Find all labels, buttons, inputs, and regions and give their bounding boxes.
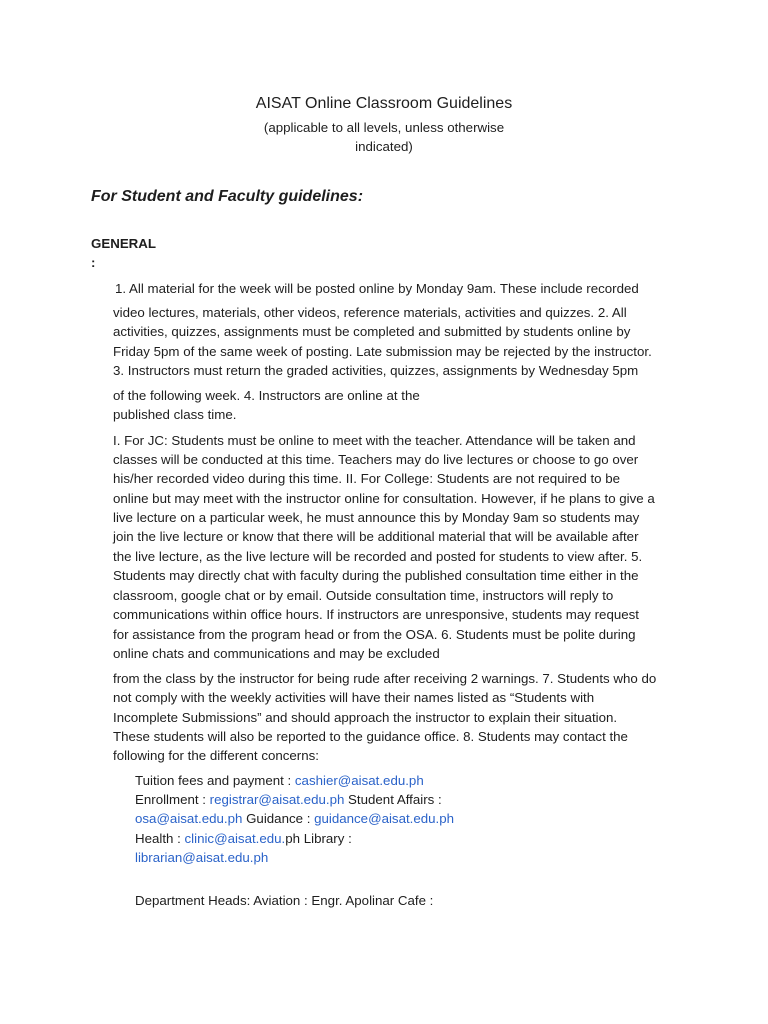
contact-health [135, 831, 352, 847]
student-affairs-label: Student Affairs : [344, 792, 442, 807]
paragraph1-line: 3. Instructors must return the graded activities, quizzes, assignments by Wednesday 5pm [113, 363, 639, 378]
osa-email-link[interactable]: osa@aisat.edu.ph [135, 811, 243, 826]
paragraph3-line: These students will also be reported to the guidance office. 8. Students may contact the [113, 729, 628, 744]
paragraph2-line: classroom, google chat or by email. Outside consultation time, instructors will reply to [113, 588, 614, 603]
health-library-text: ph Library : [285, 831, 352, 846]
paragraph2-line: live lecture on a particular week, he must announce this by Monday 9am so students may [113, 510, 640, 525]
tuition-label: Tuition fees and payment : [135, 773, 295, 788]
paragraph2-line: his/her recorded video during this time. II. For College: Students are not required to be [113, 471, 621, 486]
paragraph3-line: following for the different concerns: [113, 748, 319, 763]
enrollment-label: Enrollment : [135, 792, 210, 807]
paragraph2-line: communications within office hours. If instructors are unresponsive, students may request [113, 607, 639, 622]
document-subtitle-line-1: (applicable to all levels, unless otherwise [263, 120, 505, 135]
cashier-email-link[interactable]: cashier@aisat.edu.ph [294, 773, 424, 788]
paragraph1-line: Friday 5pm of the same week of posting. Late submission may be rejected by the instructor. [113, 344, 652, 359]
clinic-email-link[interactable]: clinic@aisat.edu. [184, 831, 286, 846]
paragraph3-line: Incomplete Submissions” and should approach the instructor to explain their situation. [113, 710, 618, 725]
paragraph1-line: activities, quizzes, assignments must be completed and submitted by students online by [113, 324, 631, 339]
contact-osa-guidance [135, 811, 454, 827]
paragraph2-line: I. For JC: Students must be online to meet with the teacher. Attendance will be taken and [113, 433, 636, 448]
general-label: GENERAL [91, 236, 157, 251]
general-colon: : [91, 255, 96, 270]
paragraph1-line: 1. All material for the week will be posted online by Monday 9am. These include recorded [115, 281, 639, 296]
librarian-email-link[interactable]: librarian@aisat.edu.ph [135, 850, 269, 865]
document-subtitle-line-2: indicated) [355, 139, 413, 154]
contact-enrollment [135, 792, 442, 808]
paragraph2-line: Students may directly chat with faculty during the published consultation time either in the [113, 568, 639, 583]
guidance-email-link[interactable]: guidance@aisat.edu.ph [314, 811, 455, 826]
paragraph2-line: online but may meet with the instructor online for consultation. However, if he plans to give a [113, 491, 655, 506]
paragraph3-line: not comply with the weekly activities will have their names listed as “Students with [113, 690, 595, 705]
guidance-label: Guidance : [242, 811, 315, 826]
paragraph2-line: online chats and communications and may be excluded [113, 646, 440, 661]
registrar-email-link[interactable]: registrar@aisat.edu.ph [209, 792, 345, 807]
paragraph2-line: for assistance from the program head or from the OSA. 6. Students must be polite during [113, 627, 636, 642]
health-label: Health : [135, 831, 185, 846]
contact-library [135, 850, 268, 866]
paragraph2-line: classes will be conducted at this time. Teachers may do live lectures or choose to go over [113, 452, 639, 467]
paragraph1-line: of the following week. 4. Instructors are online at the [113, 388, 420, 403]
paragraph3-line: from the class by the instructor for being rude after receiving 2 warnings. 7. Students who do [113, 671, 657, 686]
section-heading: For Student and Faculty guidelines: [91, 188, 364, 205]
paragraph1-line: video lectures, materials, other videos, reference materials, activities and quizzes. 2. All [113, 305, 627, 320]
department-heads: Department Heads: Aviation : Engr. Apolinar Cafe : [135, 893, 434, 908]
paragraph1-line: published class time. [113, 407, 237, 422]
document-title: AISAT Online Classroom Guidelines [255, 95, 513, 112]
paragraph2-line: join the live lecture or know that there will be additional material that will be available after [113, 529, 639, 544]
contact-tuition [135, 773, 424, 789]
paragraph2-line: the live lecture, as the live lecture will be recorded and posted for students to view after. 5. [113, 549, 643, 564]
